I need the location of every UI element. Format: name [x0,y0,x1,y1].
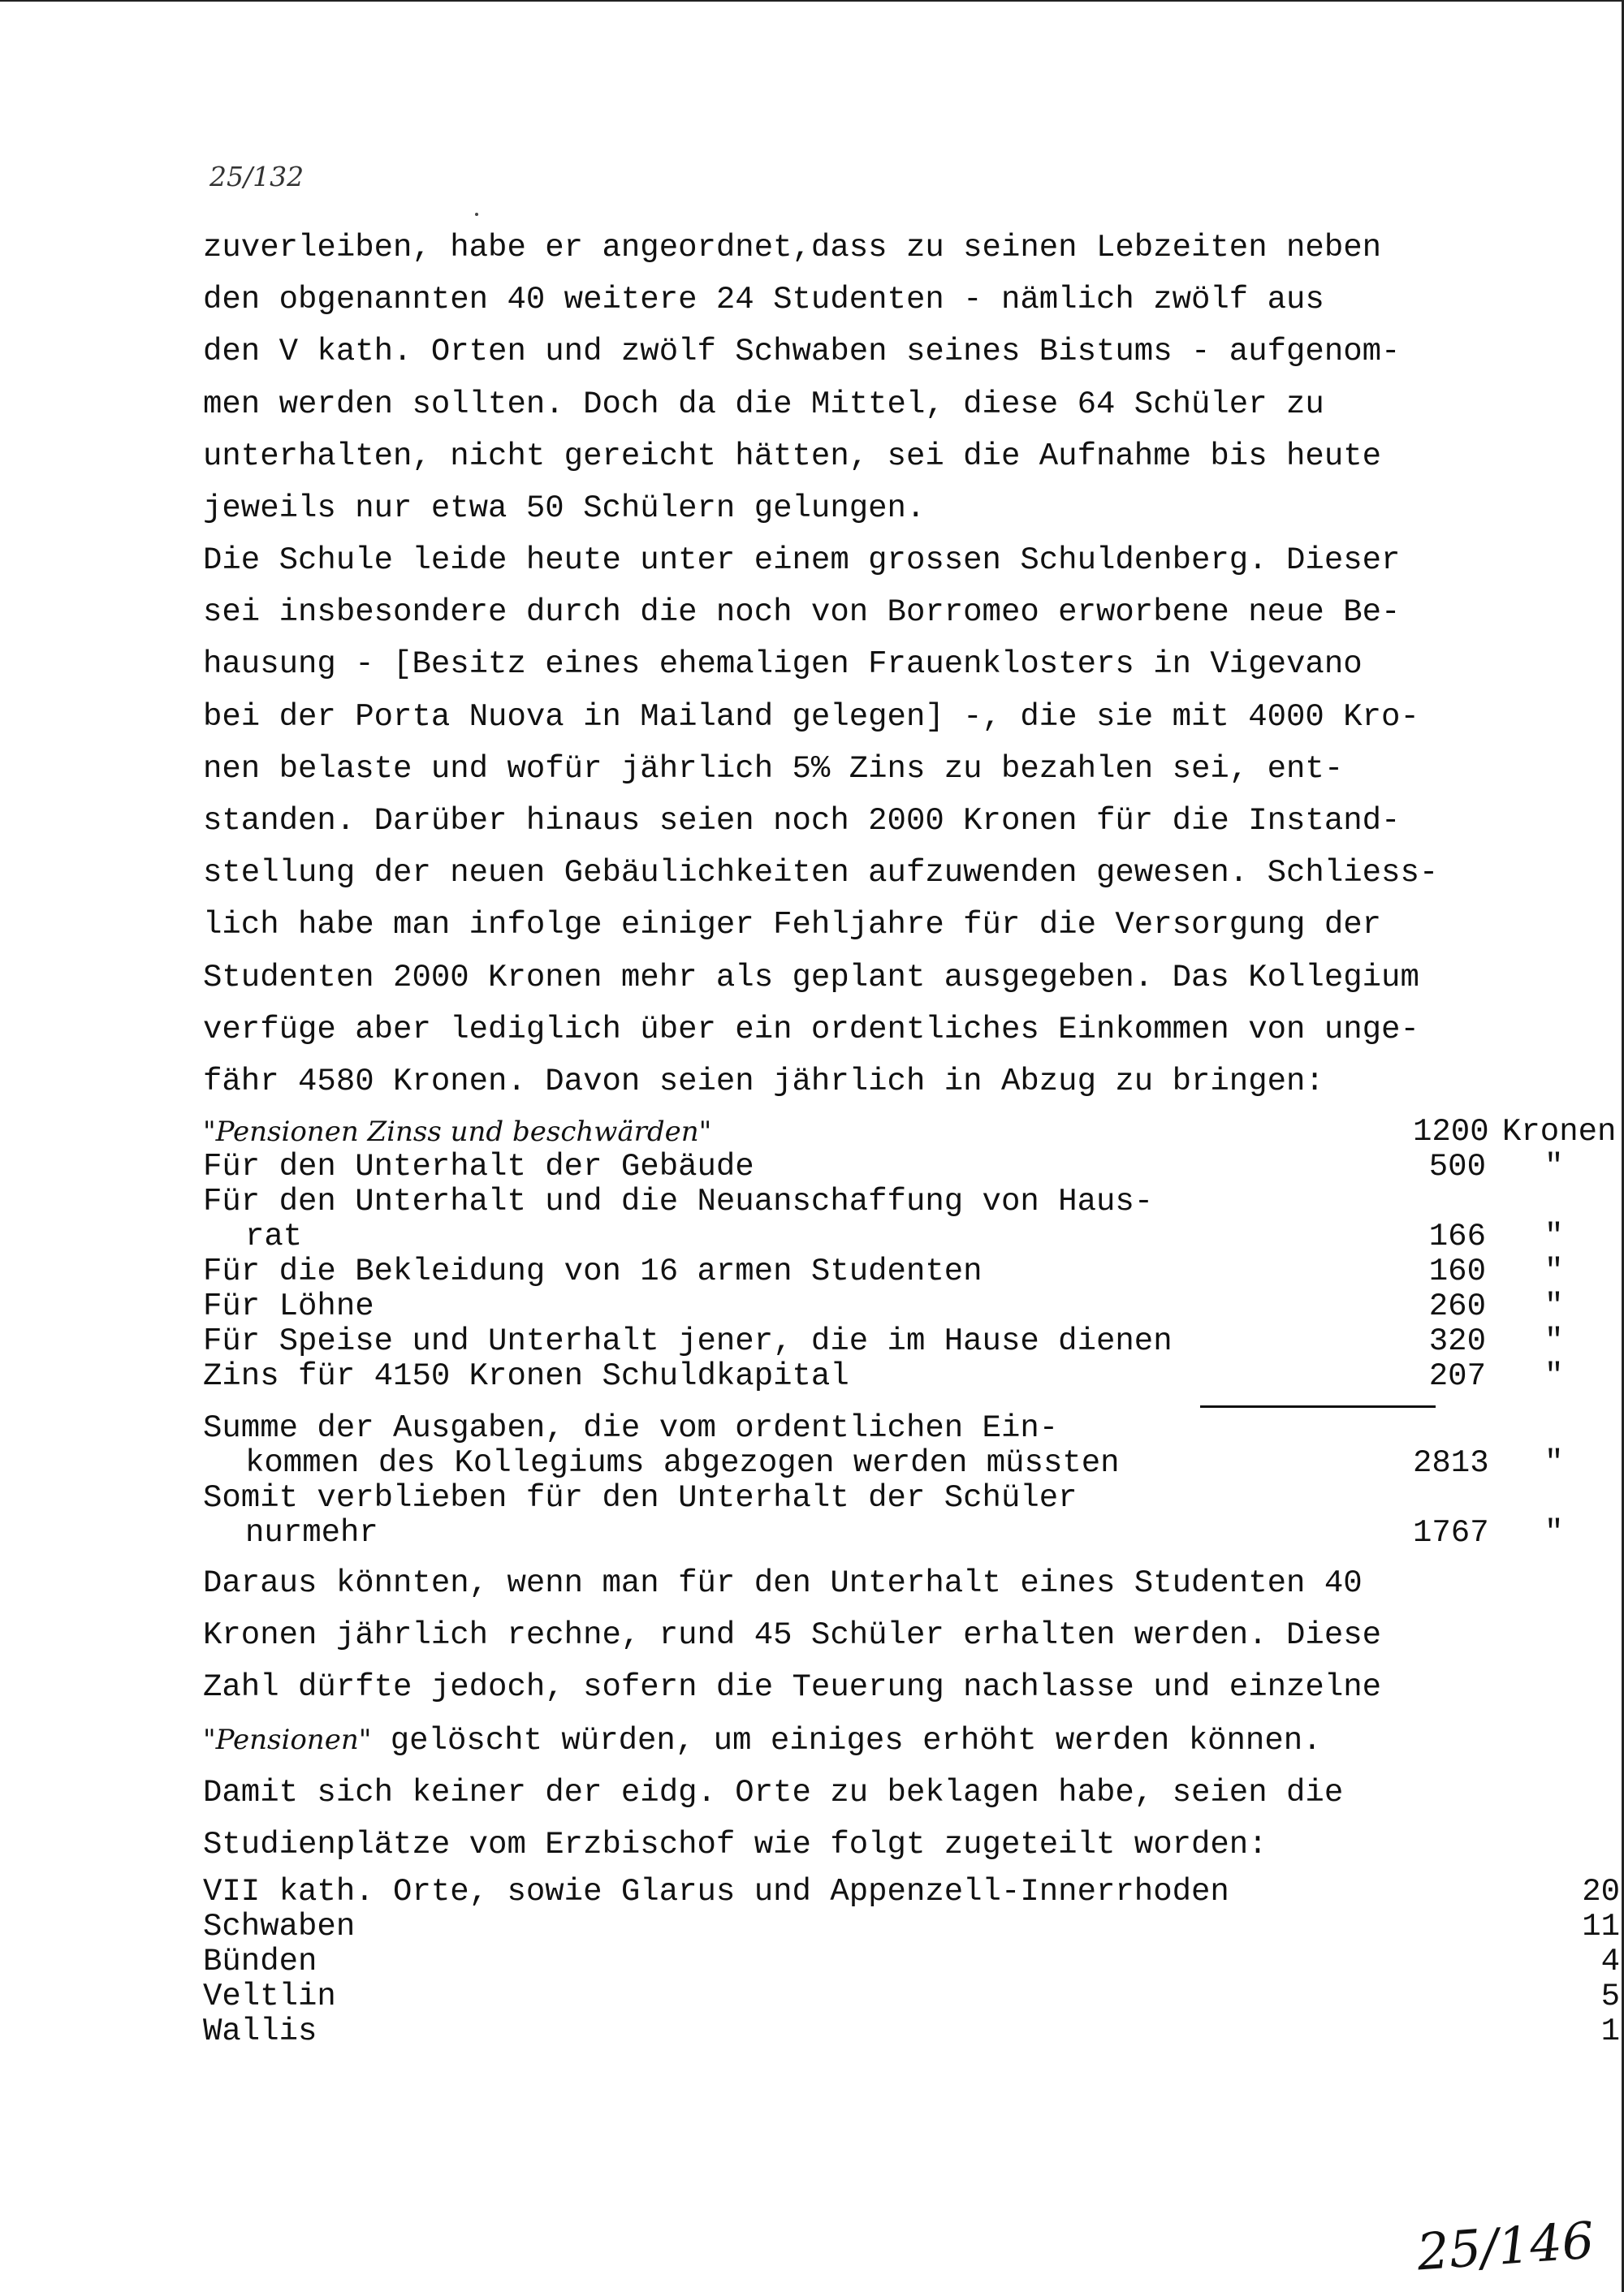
ditto-mark: " [1544,1254,1564,1289]
paragraph-3 [203,1557,1494,1871]
cost-row [203,1149,1564,1185]
text-line: Studenten 2000 Kronen mehr als geplant ausgegeben. Das Kollegium [203,959,1419,995]
region-label: Wallis [203,2014,317,2049]
handwritten-page-number: 25/146 [1415,2210,1596,2282]
cost-amount: 166 [1428,1219,1486,1254]
summary-label: Somit verblieben für den Unterhalt der Schüler [203,1480,1078,1516]
text-line: Die Schule leide heute unter einem grossen Schuldenberg. Dieser [203,542,1401,578]
cost-row [203,1323,1564,1359]
text-line: den V kath. Orten und zwölf Schwaben seines Bistums - aufgenom- [203,334,1401,370]
text-line: Studienplätze vom Erzbischof wie folgt zugeteilt worden: [203,1827,1268,1863]
summary-label: kommen des Kollegiums abgezogen werden müssten [245,1445,1120,1481]
cost-row [203,1288,1564,1324]
distribution-row [203,1944,1620,1979]
distribution-table [203,1874,1620,2049]
seat-count: 1 [1600,2014,1620,2049]
seat-count: 5 [1600,1979,1620,2014]
text-line: Damit sich keiner der eidg. Orte zu beklagen habe, seien die [203,1774,1344,1811]
text-line: stellung der neuen Gebäulichkeiten aufzuwenden gewesen. Schliess- [203,855,1439,891]
region-label: Schwaben [203,1909,356,1945]
cost-label: Für Speise und Unterhalt jener, die im Hause dienen [203,1323,1173,1359]
ditto-mark: " [1544,1515,1564,1551]
sum-rule [1200,1405,1436,1408]
cost-label: Für Löhne [203,1288,374,1324]
text-line [203,1714,1494,1767]
seat-count: 4 [1600,1944,1620,1979]
text-line: unterhalten, nicht gereicht hätten, sei die Aufnahme bis heute [203,438,1382,474]
distribution-row [203,1909,1620,1945]
cost-row [203,1219,1564,1254]
ditto-mark: " [1544,1149,1564,1185]
cost-row [203,1184,1154,1219]
cost-row [203,1358,1564,1394]
cost-amount: 500 [1428,1149,1486,1185]
cost-unit: Kronen [1502,1114,1617,1150]
cost-label: rat [245,1219,303,1254]
text-line: Zahl dürfte jedoch, sofern die Teuerung nachlasse und einzelne [203,1669,1382,1706]
ditto-mark: " [1544,1358,1564,1394]
text-line: den obgenannten 40 weitere 24 Studenten - nämlich zwölf aus [203,282,1324,318]
text-line: jeweils nur etwa 50 Schülern gelungen. [203,490,926,527]
italic-term: "Pensionen" [203,1723,372,1756]
summary-label: Summe der Ausgaben, die vom ordentlichen Ein- [203,1410,1059,1446]
cost-row [203,1254,1564,1289]
seat-count: 11 [1582,1909,1620,1945]
seat-count: 20 [1582,1874,1620,1910]
costs-summary [203,1410,1564,1551]
summary-row [203,1515,1564,1551]
text-line: nen belaste und wofür jährlich 5% Zins zu bezahlen sei, ent- [203,750,1344,787]
cost-amount: 160 [1428,1254,1486,1289]
scan-border-top [0,0,1624,2]
summary-row [203,1410,1059,1446]
distribution-row [203,1979,1620,2014]
ditto-mark: " [1544,1219,1564,1254]
ditto-mark: " [1544,1288,1564,1324]
cost-amount: 207 [1428,1358,1486,1394]
text-line: hausung - [Besitz eines ehemaligen Frauenklosters in Vigevano [203,646,1363,683]
distribution-row [203,1874,1620,1910]
paragraph-2 [203,534,1494,1107]
cost-label: Für die Bekleidung von 16 armen Studenten [203,1254,983,1289]
text-line: verfüge aber lediglich über ein ordentliches Einkommen von unge- [203,1011,1419,1047]
paragraph-1 [203,222,1494,534]
distribution-row [203,2014,1620,2049]
text-line: Kronen jährlich rechne, rund 45 Schüler erhalten werden. Diese [203,1617,1382,1654]
page-reference: 25/132 [209,161,304,192]
cost-label: Für den Unterhalt und die Neuanschaffung von Haus- [203,1184,1154,1219]
text-line: Daraus könnten, wenn man für den Unterhalt eines Studenten 40 [203,1565,1363,1601]
cost-amount: 1200 [1413,1114,1489,1150]
summary-label: nurmehr [245,1515,378,1551]
text-line: bei der Porta Nuova in Mailand gelegen] -, die sie mit 4000 Kro- [203,698,1419,735]
region-label: Bünden [203,1944,317,1979]
text-line: lich habe man infolge einiger Fehljahre für die Versorgung der [203,907,1382,943]
cost-label: Für den Unterhalt der Gebäude [203,1149,754,1185]
region-label: Veltlin [203,1979,336,2014]
scan-speck [475,213,478,216]
ditto-mark: " [1544,1323,1564,1359]
summary-row [203,1445,1564,1481]
text-line: fähr 4580 Kronen. Davon seien jährlich in Abzug zu bringen: [203,1064,1324,1100]
costs-table [203,1114,1617,1394]
ditto-mark: " [1544,1445,1564,1481]
summary-amount: 1767 [1413,1515,1489,1551]
cost-label: "Pensionen Zinss und beschwärden" [203,1116,712,1148]
text-line: men werden sollten. Doch da die Mittel, diese 64 Schüler zu [203,386,1324,422]
text-line: sei insbesondere durch die noch von Borromeo erworbene neue Be- [203,594,1401,631]
cost-label: Zins für 4150 Kronen Schuldkapital [203,1358,849,1394]
cost-amount: 320 [1428,1323,1486,1359]
summary-amount: 2813 [1413,1445,1489,1481]
text-line: zuverleiben, habe er angeordnet,dass zu seinen Lebzeiten neben [203,230,1382,265]
cost-row [203,1114,1617,1150]
text-line: standen. Darüber hinaus seien noch 2000 Kronen für die Instand- [203,803,1401,840]
summary-row [203,1480,1078,1516]
cost-amount: 260 [1428,1288,1486,1324]
text-run: gelöscht würden, um einiges erhöht werden können. [371,1722,1322,1759]
region-label: VII kath. Orte, sowie Glarus und Appenzell-Innerrhoden [203,1874,1229,1910]
